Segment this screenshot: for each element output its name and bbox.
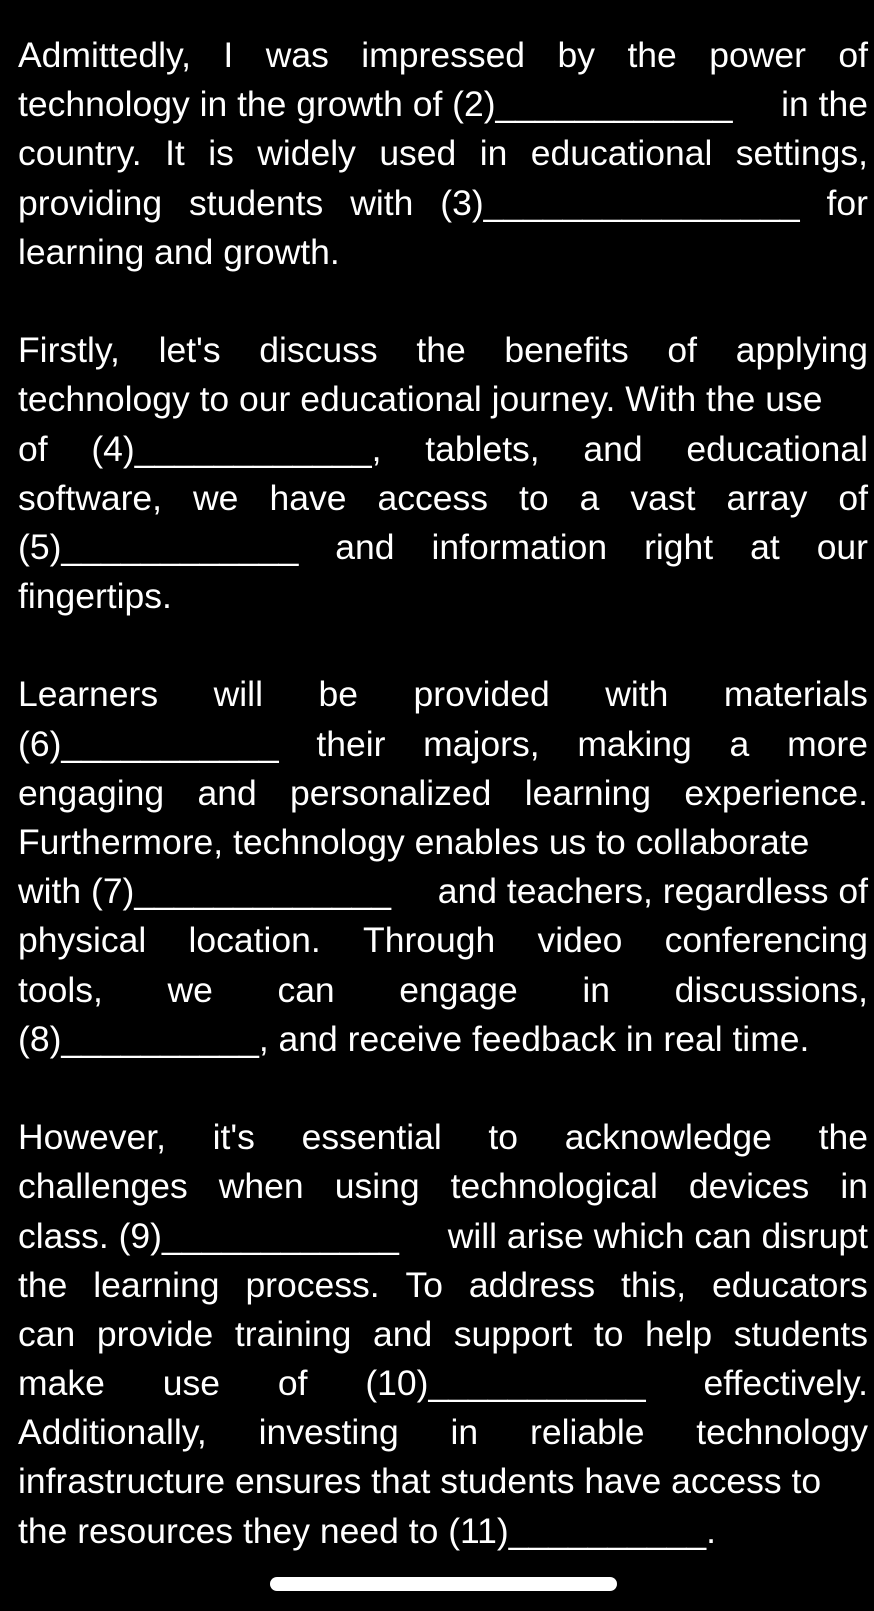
text-line (18, 1408, 868, 1457)
word: this, (621, 1264, 687, 1305)
word: Additionally, (18, 1412, 207, 1453)
word: It (165, 133, 185, 174)
word: (6)___________ (18, 723, 279, 764)
word: and (335, 526, 395, 567)
text-line (18, 523, 868, 572)
word: we (193, 477, 239, 518)
word: I (223, 35, 234, 75)
word: materials (723, 674, 868, 715)
word: Through (363, 920, 496, 961)
text-line (18, 720, 868, 769)
paragraph (18, 1113, 868, 1556)
word: in the (781, 84, 868, 125)
word: we (167, 969, 213, 1010)
word: when (218, 1166, 304, 1207)
word: To (405, 1264, 443, 1305)
word: technology to our educational journey. With the use (18, 379, 823, 420)
word: and (197, 772, 257, 813)
text-line (18, 326, 868, 375)
word: information (431, 526, 608, 567)
word: educational (530, 133, 713, 174)
word: engage (399, 969, 518, 1010)
word: in (582, 969, 610, 1010)
word: and (583, 428, 643, 469)
text-line (18, 1310, 868, 1359)
word: more (787, 723, 868, 764)
word: a (579, 477, 600, 518)
text-line (18, 80, 868, 129)
word: educational (686, 428, 868, 469)
word: Admittedly, (18, 35, 191, 75)
word: and teachers, regardless of (437, 871, 868, 912)
text-line (18, 1507, 868, 1556)
paragraph (18, 31, 868, 277)
home-indicator[interactable] (270, 1577, 617, 1591)
word: benefits (504, 330, 629, 371)
text-line (18, 228, 868, 277)
word: help (645, 1313, 713, 1354)
word: class. (9)____________ (18, 1215, 399, 1256)
word: use (162, 1363, 220, 1404)
text-line (18, 916, 868, 965)
word: investing (258, 1412, 399, 1453)
word: discuss (259, 330, 378, 371)
word: address (468, 1264, 596, 1305)
word: students (189, 182, 324, 223)
text-line (18, 818, 868, 867)
word: the (18, 1264, 68, 1305)
text-line (18, 572, 868, 621)
word: majors, (423, 723, 540, 764)
word: the (416, 330, 466, 371)
text-line (18, 425, 868, 474)
word: at (750, 526, 780, 567)
word: using (334, 1166, 420, 1207)
text-line (18, 1457, 868, 1506)
word: learning and growth. (18, 231, 340, 272)
word: with (350, 182, 414, 223)
word: in (840, 1166, 868, 1207)
word: software, (18, 477, 163, 518)
word: used (379, 133, 457, 174)
word: experience. (684, 772, 868, 813)
text-line (18, 179, 868, 228)
word: in (479, 133, 508, 174)
word: will (213, 674, 263, 715)
word: (10)___________ (365, 1363, 646, 1404)
word: settings, (735, 133, 868, 174)
word: Firstly, (18, 330, 120, 371)
word: learning (524, 772, 652, 813)
word: (8)__________, and receive feedback in real time. (18, 1018, 810, 1059)
text-line (18, 375, 868, 424)
word: (3)________________ (440, 182, 800, 223)
word: of (277, 1363, 308, 1404)
word: Learners (18, 674, 159, 715)
word: can (18, 1313, 76, 1354)
word: can (277, 969, 335, 1010)
word: technological (450, 1166, 658, 1207)
word: providing (18, 182, 163, 223)
word: the (627, 35, 677, 75)
word: students (733, 1313, 868, 1354)
text-line (18, 1113, 868, 1162)
word: discussions, (674, 969, 868, 1010)
word: effectively. (703, 1363, 868, 1404)
word: acknowledge (564, 1117, 772, 1158)
word: educators (712, 1264, 868, 1305)
word: will arise which can disrupt (447, 1215, 868, 1256)
word: by (557, 35, 595, 75)
word: Furthermore, technology enables us to collaborate (18, 822, 810, 862)
word: was (265, 35, 329, 75)
text-line (18, 31, 868, 80)
text-line (18, 474, 868, 523)
word: challenges (18, 1166, 188, 1207)
word: technology (696, 1412, 868, 1453)
paragraph-gap (18, 277, 868, 326)
word: tools, (18, 969, 103, 1010)
word: provided (413, 674, 550, 715)
paragraph-gap (18, 621, 868, 670)
word: a (729, 723, 750, 764)
word: provide (96, 1313, 214, 1354)
word: to (488, 1117, 519, 1158)
text-line (18, 1162, 868, 1211)
paragraph (18, 670, 868, 1064)
word: technology in the growth of (2)____________ (18, 84, 733, 125)
word: the (818, 1117, 868, 1158)
word: tablets, (425, 428, 540, 469)
word: to (593, 1313, 624, 1354)
word: engaging (18, 772, 165, 813)
word: of (838, 35, 868, 75)
text-line (18, 1261, 868, 1310)
word: training (234, 1313, 352, 1354)
word: infrastructure ensures that students have access to (18, 1461, 822, 1502)
word: for (826, 182, 868, 223)
word: fingertips. (18, 576, 172, 617)
word: physical (18, 920, 147, 961)
word: with (7)_____________ (18, 871, 392, 912)
text-line (18, 129, 868, 178)
word: (4)____________, (91, 428, 382, 469)
word: (5)____________ (18, 526, 299, 567)
word: power (709, 35, 806, 75)
word: devices (688, 1166, 810, 1207)
word: is (208, 133, 234, 174)
text-line (18, 867, 868, 916)
text-line (18, 670, 868, 719)
word: the resources they need to (11)__________. (18, 1510, 717, 1551)
word: access (377, 477, 488, 518)
word: personalized (290, 772, 492, 813)
word: support (453, 1313, 573, 1354)
text-line (18, 1359, 868, 1408)
word: right (644, 526, 714, 567)
word: with (605, 674, 669, 715)
word: to (518, 477, 549, 518)
text-line (18, 769, 868, 818)
word: let's (158, 330, 221, 371)
word: conferencing (664, 920, 868, 961)
word: make (18, 1363, 105, 1404)
word: learning (93, 1264, 220, 1305)
word: of (18, 428, 48, 469)
word: making (577, 723, 692, 764)
word: widely (257, 133, 356, 174)
paragraph-gap (18, 1064, 868, 1113)
word: and (372, 1313, 433, 1354)
word: be (318, 674, 358, 715)
word: country. (18, 133, 142, 174)
paragraph (18, 326, 868, 621)
word: applying (735, 330, 868, 371)
word: their (316, 723, 386, 764)
passage (18, 31, 868, 1556)
word: have (269, 477, 347, 518)
word: process. (245, 1264, 380, 1305)
word: in (450, 1412, 479, 1453)
word: However, (18, 1117, 166, 1158)
word: array (726, 477, 808, 518)
word: of (667, 330, 698, 371)
text-line (18, 1015, 868, 1064)
word: location. (188, 920, 321, 961)
word: video (537, 920, 623, 961)
text-line (18, 1212, 868, 1261)
word: impressed (361, 35, 526, 75)
word: it's (212, 1117, 255, 1158)
word: vast (630, 477, 696, 518)
word: our (816, 526, 868, 567)
text-line (18, 966, 868, 1015)
word: reliable (530, 1412, 645, 1453)
word: of (838, 477, 868, 518)
word: essential (301, 1117, 442, 1158)
